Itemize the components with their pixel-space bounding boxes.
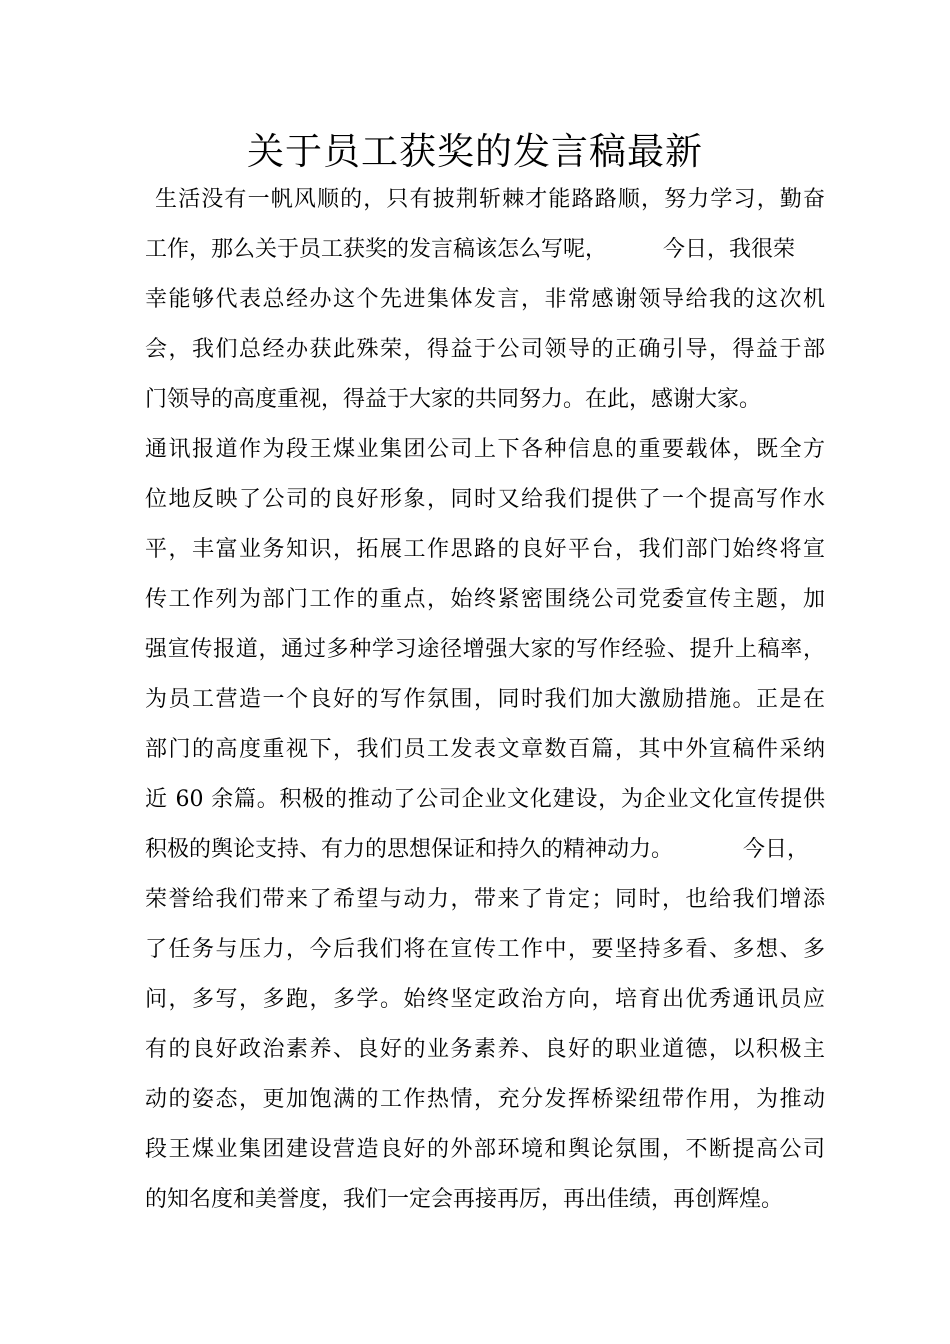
body-line-segment: 今日， (743, 837, 810, 862)
body-line: 强宣传报道，通过多种学习途径增强大家的写作经验、提升上稿率， (145, 637, 825, 662)
body-line: 动的姿态，更加饱满的工作热情，充分发挥桥梁纽带作用，为推动 (145, 1087, 825, 1112)
body-line: 通讯报道作为段王煤业集团公司上下各种信息的重要载体，既全方 (145, 437, 825, 462)
body-line: 平，丰富业务知识，拓展工作思路的良好平台，我们部门始终将宣 (145, 537, 825, 562)
body-line: 问，多写，多跑，多学。始终坚定政治方向，培育出优秀通讯员应 (145, 987, 825, 1012)
body-line (145, 835, 825, 865)
body-line (145, 235, 825, 265)
body-line: 有的良好政治素养、良好的业务素养、良好的职业道德，以积极主 (145, 1037, 825, 1062)
body-line-segment: 今日，我很荣 (663, 237, 796, 262)
body-line: 了任务与压力，今后我们将在宣传工作中，要坚持多看、多想、多 (145, 937, 825, 962)
body-line: 段王煤业集团建设营造良好的外部环境和舆论氛围，不断提高公司 (145, 1137, 825, 1162)
body-line: 位地反映了公司的良好形象，同时又给我们提供了一个提高写作水 (145, 487, 825, 512)
body-line-segment: 积极的舆论支持、有力的思想保证和持久的精神动力。 (145, 837, 674, 862)
document-title: 关于员工获奖的发言稿最新 (247, 130, 703, 173)
body-line: 生活没有一帆风顺的，只有披荆斩棘才能路路顺，努力学习，勤奋 (155, 187, 825, 212)
body-line: 为员工营造一个良好的写作氛围，同时我们加大激励措施。正是在 (145, 687, 825, 712)
body-line: 幸能够代表总经办这个先进集体发言，非常感谢领导给我的这次机 (145, 287, 825, 312)
body-line: 近 60 余篇。积极的推动了公司企业文化建设，为企业文化宣传提供 (145, 787, 825, 812)
body-line: 传工作列为部门工作的重点，始终紧密围绕公司党委宣传主题，加 (145, 587, 825, 612)
body-line: 的知名度和美誉度，我们一定会再接再厉，再出佳绩，再创辉煌。 (145, 1187, 784, 1212)
body-line: 会，我们总经办获此殊荣，得益于公司领导的正确引导，得益于部 (145, 337, 825, 362)
body-line: 部门的高度重视下，我们员工发表文章数百篇，其中外宣稿件采纳 (145, 737, 825, 762)
body-line-segment: 工作，那么关于员工获奖的发言稿该怎么写呢， (145, 237, 608, 262)
body-line: 荣誉给我们带来了希望与动力，带来了肯定；同时，也给我们增添 (145, 887, 825, 912)
body-line: 门领导的高度重视，得益于大家的共同努力。在此，感谢大家。 (145, 387, 762, 412)
